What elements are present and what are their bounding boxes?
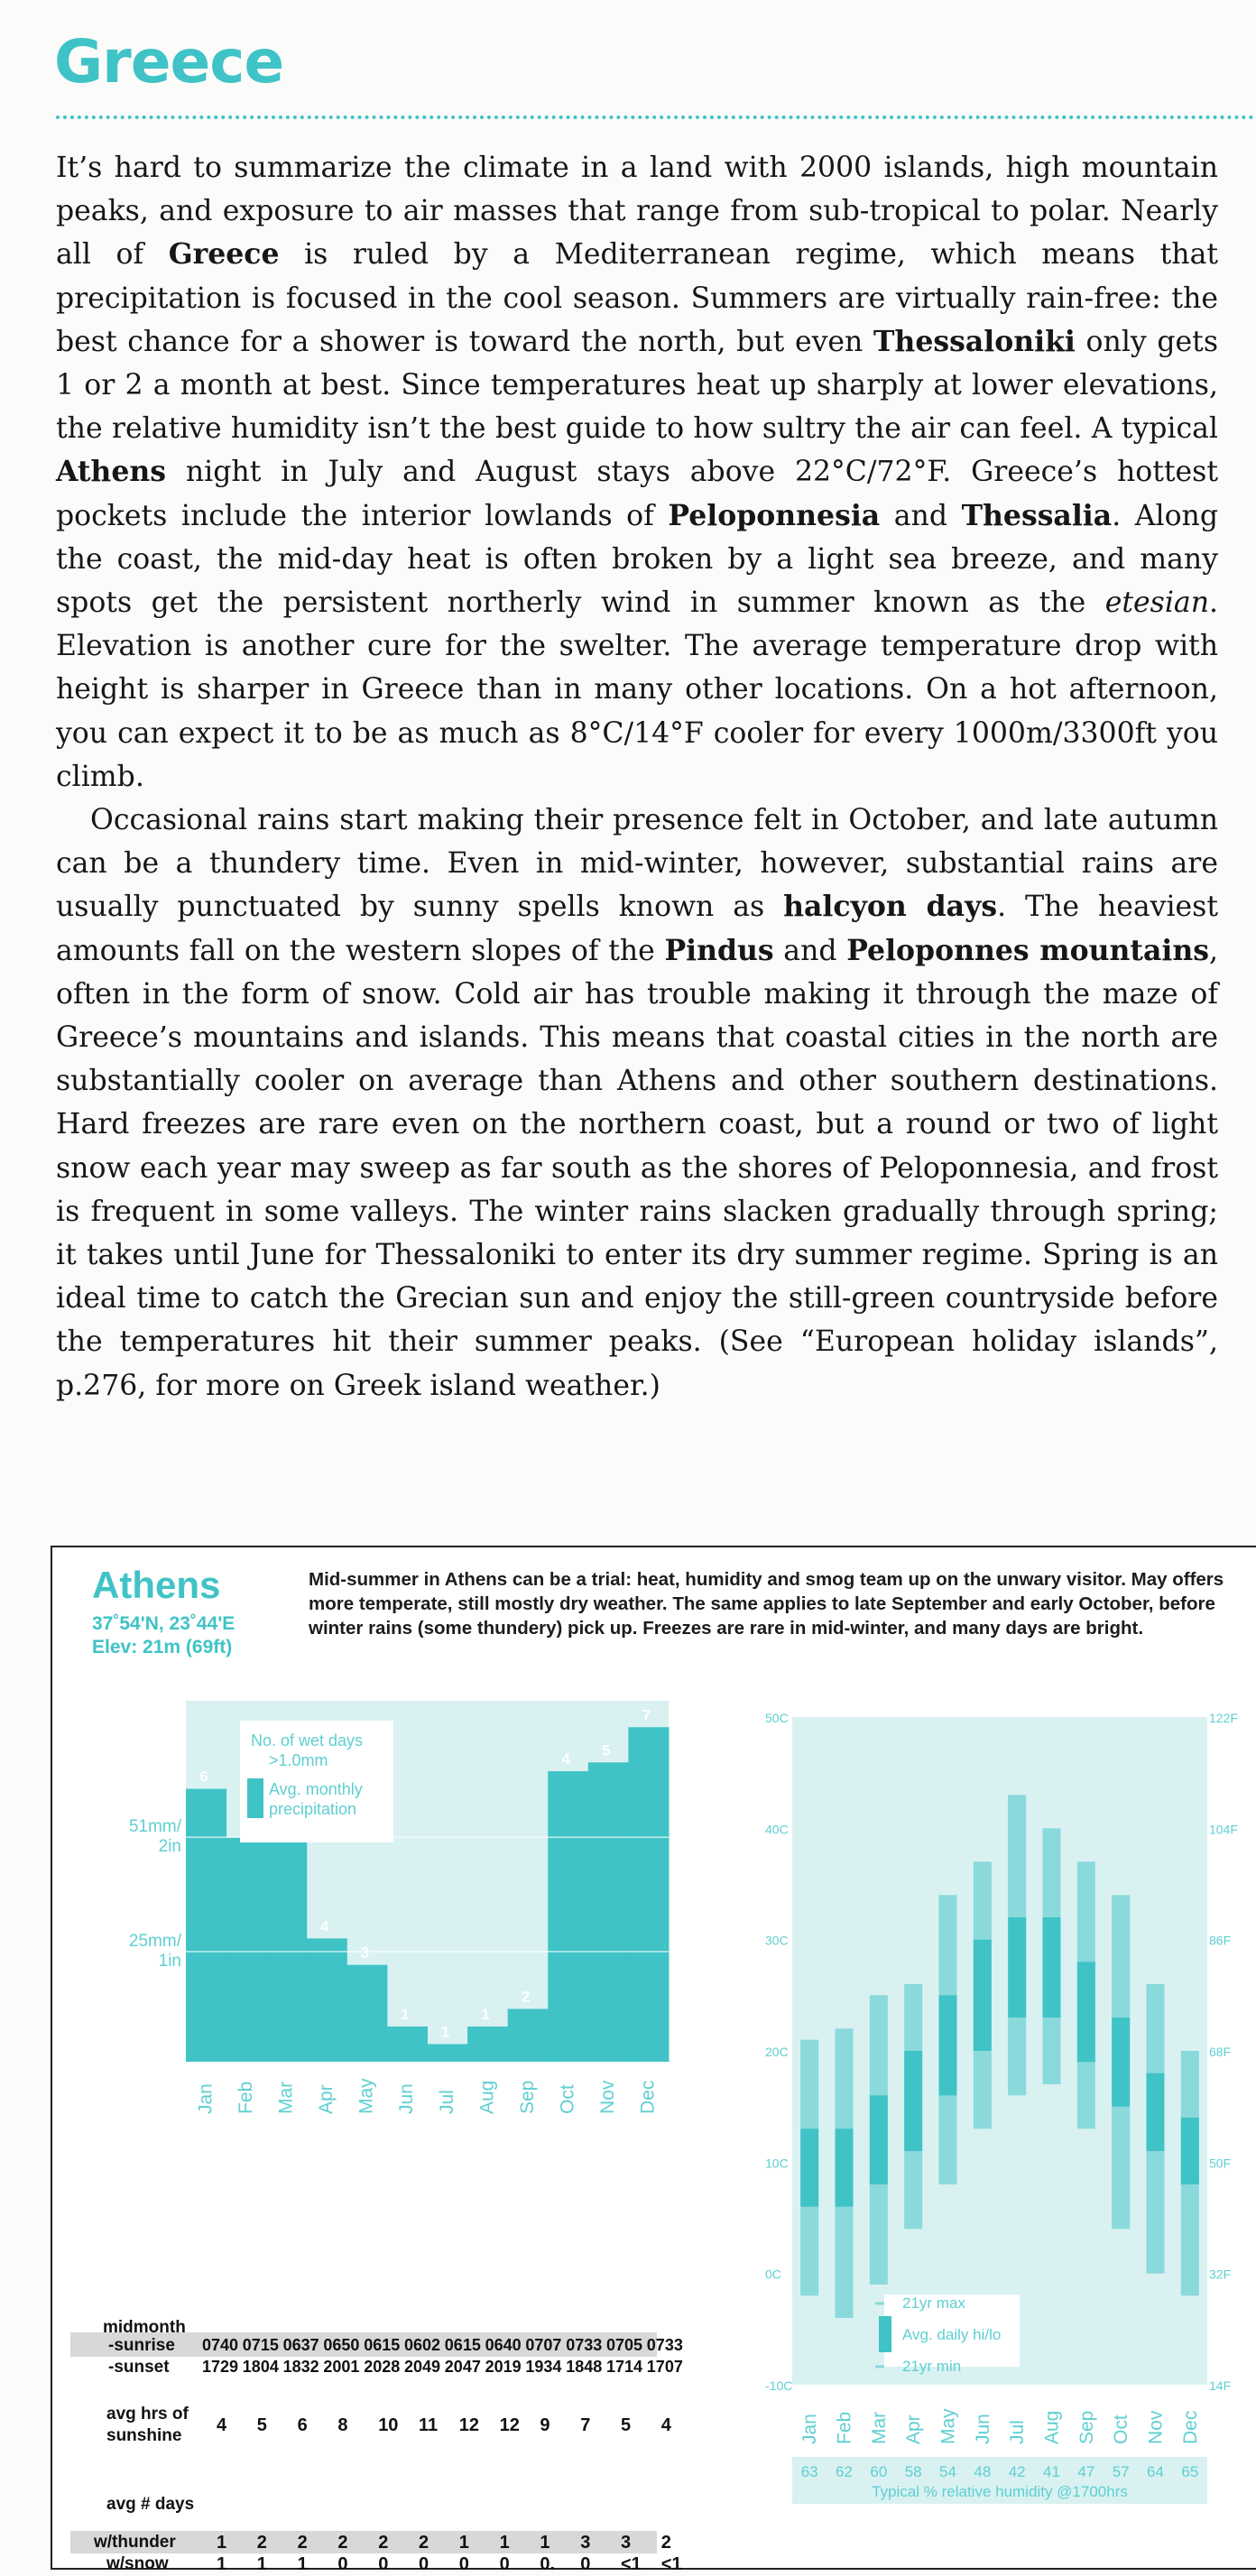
sunset-time: 2019 (485, 2358, 522, 2376)
temperature-chart (675, 1692, 1252, 2549)
bold-term: halcyon days (783, 890, 998, 924)
sunshine-hours: 7 (580, 2415, 591, 2435)
wet-days-label: 1 (440, 2023, 450, 2041)
precip-month-label: Mar (275, 2081, 297, 2114)
precip-month-label: Nov (597, 2080, 619, 2114)
temp-month-label: Jan (799, 2414, 821, 2444)
temp-avg-hilo-bar (1181, 2118, 1199, 2184)
thunder-days: 1 (217, 2533, 227, 2553)
precip-tick-label-mm: 51mm/ (128, 1817, 181, 1837)
bold-term: Peloponnes mountains (846, 933, 1209, 967)
sunset-time: 1832 (282, 2358, 319, 2376)
snow-days: 0 (378, 2554, 389, 2574)
wet-days-label: 4 (561, 1750, 570, 1768)
thunder-days: 2 (256, 2533, 267, 2553)
temp-tick-f: 86F (1209, 1933, 1232, 1948)
text-run: and (773, 934, 847, 967)
snow-days: 0 (458, 2554, 469, 2574)
humidity-value: 63 (800, 2463, 818, 2480)
thunder-days: 3 (580, 2533, 591, 2553)
precip-bar (628, 1727, 669, 2062)
sunshine-hours: 12 (458, 2415, 480, 2435)
thunder-days: 3 (621, 2533, 632, 2553)
precip-bar (548, 1771, 588, 2062)
sunshine-hours: 9 (540, 2415, 550, 2435)
humidity-value: 58 (904, 2463, 922, 2480)
sunrise-time: 0615 (444, 2336, 481, 2354)
precip-bar (307, 1938, 347, 2062)
sunset-time: 1934 (525, 2358, 562, 2376)
sunshine-hours: 4 (660, 2415, 671, 2435)
temp-month-label: Mar (868, 2411, 890, 2444)
sunset-time: 1707 (646, 2358, 683, 2376)
sunrise-time: 0740 (202, 2336, 239, 2354)
temp-tick-f: 104F (1209, 1822, 1238, 1837)
temp-tick-c: -10C (765, 2378, 793, 2393)
precip-month-label: Oct (557, 2084, 578, 2114)
sunshine-label-2: sunshine (106, 2426, 182, 2445)
legend-wet-days: No. of wet days (251, 1731, 364, 1750)
humidity-value: 57 (1112, 2463, 1130, 2480)
precipitation-chart (52, 1701, 684, 2134)
sunrise-time: 0733 (646, 2336, 683, 2354)
temp-tick-c: 20C (765, 2045, 789, 2059)
temp-legend-max: 21yr max (902, 2294, 965, 2312)
bold-term: Pindus (664, 933, 774, 967)
temp-tick-f: 14F (1209, 2378, 1232, 2393)
wet-days-label: 3 (360, 1944, 370, 1962)
temp-avg-hilo-bar (1008, 1917, 1026, 2017)
humidity-value: 41 (1043, 2463, 1060, 2480)
wet-days-label: 4 (320, 1917, 329, 1935)
wet-days-label: 5 (602, 1741, 611, 1759)
temp-tick-f: 50F (1209, 2156, 1232, 2171)
sunset-time: 1714 (606, 2358, 643, 2376)
temp-avg-hilo-bar (1112, 2017, 1130, 2107)
thunder-days: 2 (660, 2533, 671, 2553)
humidity-value: 42 (1008, 2463, 1026, 2480)
temp-tick-f: 32F (1209, 2267, 1232, 2282)
snow-days: <1 (621, 2554, 642, 2574)
thunder-label: w/thunder (94, 2533, 176, 2552)
midmonth-label: midmonth (103, 2318, 186, 2337)
precip-month-label: Apr (316, 2084, 337, 2114)
bold-term: Athens (56, 455, 167, 489)
text-run: night in July and August stays above 22°C/72°F. Greece’s hottest pockets include the interior lowlands of (56, 456, 1218, 532)
wet-days-label: 1 (401, 2005, 410, 2023)
legend-wet-days-threshold: >1.0mm (269, 1751, 328, 1769)
text-run: and (880, 499, 962, 532)
temp-tick-c: 50C (765, 1711, 789, 1725)
temp-tick-c: 30C (765, 1933, 789, 1948)
text-run: It’s hard to summarize the climate in a land with 2000 islands, high mountain peaks, and exposure to air masses that range from sub-tropical to polar. Nearly all of (56, 152, 1218, 272)
sunset-time: 2028 (364, 2358, 401, 2376)
bold-term: Thessaloniki (873, 324, 1076, 358)
precip-month-label: Jun (396, 2083, 418, 2114)
coordinates-latlon: 37˚54'N, 23˚44'E (92, 1613, 236, 1634)
temp-avg-hilo-bar (800, 2128, 818, 2206)
thunder-days: 2 (297, 2533, 308, 2553)
precip-tick-label-in: 1in (158, 1952, 181, 1971)
thunder-days: 1 (499, 2533, 510, 2553)
sunshine-hours: 5 (256, 2415, 267, 2435)
temp-month-label: May (937, 2408, 959, 2444)
bold-term: Greece (168, 237, 280, 272)
snow-days: 0 (580, 2554, 591, 2574)
temp-month-label: Feb (834, 2411, 855, 2444)
sunrise-time: 0715 (242, 2336, 279, 2354)
sunrise-time: 0707 (525, 2336, 562, 2354)
bold-term: Thessalia (961, 498, 1113, 532)
text-run: . The heaviest amounts fall on the western slopes of the (56, 891, 1218, 967)
paragraph-2 (56, 799, 1218, 1408)
precip-month-label: Jan (195, 2083, 217, 2114)
temp-tick-c: 10C (765, 2156, 789, 2171)
snow-days: <1 (660, 2554, 682, 2574)
temp-month-label: Jun (972, 2414, 993, 2444)
thunder-days: 1 (458, 2533, 469, 2553)
snow-days: 1 (297, 2554, 308, 2574)
sunset-time: 2049 (404, 2358, 441, 2376)
precip-tick-label-mm: 25mm/ (128, 1932, 181, 1952)
wet-days-label: 1 (481, 2005, 490, 2023)
temp-month-label: Oct (1111, 2414, 1132, 2444)
snow-days: 1 (256, 2554, 267, 2574)
temp-month-label: Sep (1076, 2410, 1097, 2444)
temp-avg-hilo-bar (1077, 1962, 1095, 2062)
legend-precip: Avg. monthly (269, 1780, 363, 1798)
temp-plot-background (792, 1717, 1207, 2385)
humidity-caption: Typical % relative humidity @1700hrs (872, 2483, 1128, 2500)
humidity-value: 54 (939, 2463, 956, 2480)
temp-avg-hilo-bar (939, 1995, 957, 2095)
sunrise-time: 0602 (404, 2336, 441, 2354)
humidity-value: 60 (870, 2463, 888, 2480)
humidity-value: 47 (1077, 2463, 1095, 2480)
temp-tick-f: 122F (1209, 1711, 1238, 1725)
sunrise-time: 0637 (282, 2336, 319, 2354)
sunrise-time: 0705 (606, 2336, 643, 2354)
temp-avg-hilo-bar (836, 2128, 854, 2206)
precip-month-label: Aug (476, 2080, 498, 2114)
snow-days: 0. (540, 2554, 556, 2574)
temp-month-label: Nov (1145, 2410, 1167, 2444)
precip-month-label: Jul (436, 2090, 457, 2114)
sunset-time: 1729 (202, 2358, 239, 2376)
sunshine-hours: 12 (499, 2415, 520, 2435)
sunrise-label: -sunrise (108, 2336, 175, 2355)
snow-days: 1 (217, 2554, 227, 2574)
precip-month-label: Sep (516, 2080, 538, 2114)
sunshine-label-1: avg hrs of (106, 2405, 189, 2424)
title-divider (56, 115, 1256, 119)
wet-days-label: 2 (521, 1988, 531, 2006)
sunshine-hours: 4 (217, 2415, 227, 2435)
paragraph-1 (56, 146, 1218, 799)
precip-month-label: May (356, 2078, 377, 2114)
text-run: , often in the form of snow. Cold air has trouble making it through the maze of Greece’s mountains and islands. This means that coastal cities in the north are substantially cooler on average than Athens and other southern destinations. Hard freezes are rare even on the northern coast, but a round or two of light snow each year may sweep as far south as the shores of Peloponnesia, and frost is frequent in some valleys. The winter rains slacken gradually through spring; it takes until June for Thessaloniki to enter its dry summer regime. Spring is an ideal time to catch the Grecian sun and enjoy the still-green countryside before the temperatures hit their summer peaks. (See “European holiday islands”, p.276, for more on Greek island weather.) (56, 934, 1218, 1402)
sunshine-hours: 10 (378, 2415, 399, 2435)
temp-month-label: Aug (1041, 2410, 1063, 2444)
snow-days: 0 (337, 2554, 348, 2574)
text-run: . Along the coast, the mid-day heat is often broken by a light sea breeze, and many spots get the persistent northerly wind in summer known as the (56, 499, 1218, 620)
precip-bar (508, 2008, 549, 2062)
thunder-days: 2 (337, 2533, 348, 2553)
athens-climate-panel (51, 1546, 1256, 2574)
page-title: Greece (54, 27, 284, 97)
temp-avg-hilo-bar (974, 1940, 992, 2051)
sunset-time: 2001 (323, 2358, 360, 2376)
temp-avg-hilo-bar (870, 2095, 888, 2184)
temp-month-label: Apr (903, 2414, 925, 2444)
wet-days-label: 6 (199, 1768, 208, 1786)
sunrise-time: 0733 (566, 2336, 603, 2354)
precip-month-label: Dec (637, 2080, 659, 2114)
temp-avg-hilo-bar (904, 2051, 922, 2151)
temp-tick-f: 68F (1209, 2045, 1232, 2059)
sunshine-hours: 6 (297, 2415, 308, 2435)
bold-term: Peloponnesia (668, 498, 881, 532)
thunder-days: 1 (540, 2533, 550, 2553)
humidity-value: 48 (974, 2463, 992, 2480)
temp-legend-min: 21yr min (902, 2358, 962, 2375)
temp-tick-c: 0C (765, 2267, 781, 2282)
text-run: is ruled by a Mediterranean regime, which means that precipitation is focused in the cool season. Summers are virtually rain-free: the best chance for a shower is toward the north, but even (56, 238, 1219, 358)
temp-month-label: Dec (1179, 2410, 1201, 2444)
sunshine-hours: 5 (621, 2415, 632, 2435)
text-run: Occasional rains start making their presence felt in October, and late autumn can be a thundery time. Even in mid-winter, however, substantial rains are usually punctuated by sunny spells known as (56, 804, 1218, 924)
precip-bar (186, 1789, 226, 2062)
humidity-value: 64 (1147, 2463, 1164, 2480)
climate-summary: Mid-summer in Athens can be a trial: heat, humidity and smog team up on the unwary visitor. May offers more temperate, still mostly dry weather. The same applies to late September and early October, before winter rains (some thundery) pick up. Freezes are rare in mid-winter, and many days are bright. (309, 1569, 1224, 1639)
snow-days: 0 (499, 2554, 510, 2574)
precip-bar (346, 1965, 387, 2062)
city-name: Athens (92, 1564, 221, 1606)
snow-label: w/snow (106, 2554, 169, 2573)
temp-month-label: Jul (1007, 2420, 1029, 2444)
temp-avg-hilo-bar (1043, 1917, 1061, 2017)
precip-bar (428, 2044, 468, 2062)
temp-legend-avg: Avg. daily hi/lo (902, 2326, 1002, 2343)
temp-avg-hilo-bar (1147, 2073, 1165, 2151)
sunrise-time: 0615 (364, 2336, 401, 2354)
precip-bar (467, 2027, 508, 2062)
precip-bar (588, 1762, 629, 2062)
thunder-days: 2 (419, 2533, 429, 2553)
text-run: . Elevation is another cure for the swelter. The average temperature drop with height is sharper in Greece than in many other locations. On a hot afternoon, you can expect it to be as much as 8°C/14°F cooler for every 1000m/3300ft you climb. (56, 586, 1218, 793)
precip-tick-label-in: 2in (158, 1837, 181, 1857)
wet-days-label: 7 (642, 1706, 651, 1724)
coordinates-elevation: Elev: 21m (69ft) (92, 1637, 233, 1657)
precip-bar (387, 2027, 428, 2062)
italic-term: etesian (1104, 586, 1209, 620)
sunrise-time: 0650 (323, 2336, 360, 2354)
humidity-value: 65 (1181, 2463, 1199, 2480)
precip-bar (266, 1837, 307, 2062)
humidity-value: 62 (836, 2463, 853, 2480)
article-body (56, 146, 1218, 1408)
sunset-label: -sunset (108, 2358, 170, 2377)
precip-bar (226, 1837, 267, 2062)
legend-precip-2: precipitation (269, 1800, 357, 1818)
thunder-days: 2 (378, 2533, 389, 2553)
temp-legend-avg-swatch (879, 2316, 891, 2352)
sunshine-hours: 11 (419, 2415, 439, 2435)
text-run: only gets 1 or 2 a month at best. Since temperatures heat up sharply at lower elevations, the relative humidity isn’t the best guide to how sultry the air can feel. A typical (56, 325, 1218, 446)
city-coordinates (92, 1612, 235, 1659)
sunrise-time: 0640 (485, 2336, 522, 2354)
sunshine-hours: 8 (337, 2415, 348, 2435)
precip-month-label: Feb (235, 2081, 256, 2114)
days-label: avg # days (106, 2495, 195, 2514)
sunset-time: 1804 (242, 2358, 279, 2376)
snow-days: 0 (419, 2554, 429, 2574)
temp-tick-c: 40C (765, 1822, 789, 1837)
legend-precip-swatch (247, 1778, 263, 1818)
sunset-time: 1848 (566, 2358, 603, 2376)
sunset-time: 2047 (444, 2358, 481, 2376)
